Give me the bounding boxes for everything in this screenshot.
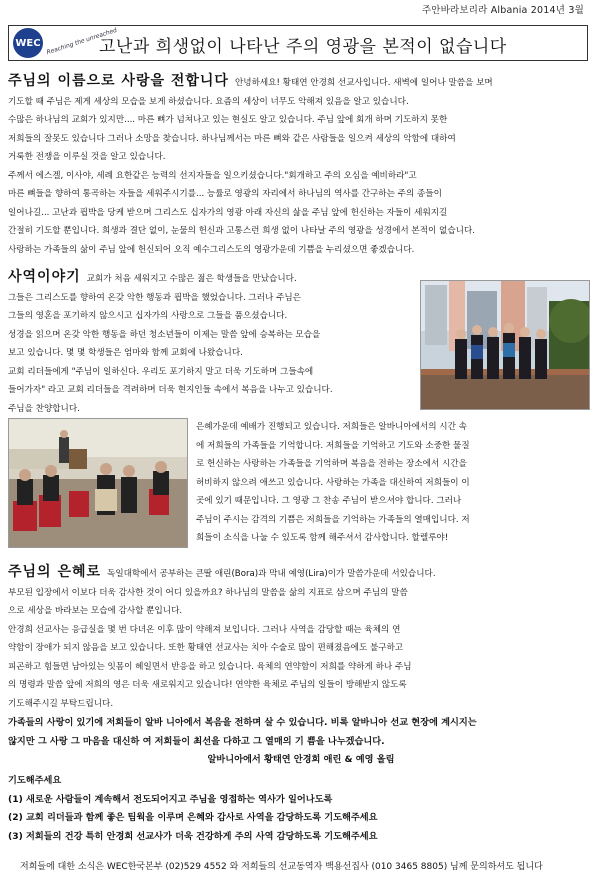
section-2-line: 성경을 읽으며 온갖 악한 행동을 하던 청소년들이 이제는 말씀 앞에 승복하는 모습을: [8, 329, 321, 340]
section-1-line: 거룩한 전쟁을 이루실 것을 알고 있습니다.: [8, 152, 166, 162]
section-1: [8, 72, 594, 259]
section-2-line: 곳에 있기 때문입니다. 그 영광 그 찬송 주님이 받으셔야 합니다. 그러나: [196, 496, 462, 506]
issue-info: 주안바라보리라 Albania 2014년 3월: [421, 5, 584, 16]
section-1-line: 수많은 하나님의 교회가 있지만.... 마른 뼈가 넘쳐나고 있는 현실도 알고 있습니다. 주님 앞에 회개 하며 기도하지 못한: [8, 115, 448, 125]
title-banner: [8, 25, 588, 61]
page-title: 고난과 희생없이 나타난 주의 영광을 본적이 없습니다: [99, 37, 507, 57]
prayer-requests: [8, 772, 594, 846]
group-photo: [420, 280, 590, 410]
section-2-line: 에 저희들의 가족들을 기억합니다. 저희들을 기억하고 기도와 소중한 물질: [196, 440, 470, 451]
section-1-line: 마른 뼈들을 향하여 통곡하는 자들을 세워주시기를... 능률로 영광의 자리에서 하나님의 역사를 간구하는 주의 종들이: [8, 189, 442, 199]
prayer-heading: 기도해주세요: [8, 775, 62, 786]
section-1-heading: 주님의 이름으로 사랑을 전합니다: [8, 73, 229, 89]
section-2-line: 주님을 찬양합니다.: [8, 403, 80, 414]
section-2-line: 허비하지 않으려 애쓰고 있습니다. 사랑하는 가족을 대신하여 저희들이 이: [196, 477, 470, 488]
section-1-line: 사랑하는 가족들의 삶이 주님 앞에 헌신되어 오직 예수그리스도의 영광가운데 기쁨을 누리셨으면 좋겠습니다.: [8, 244, 415, 255]
section-2-line: 희들이 소식을 나눌 수 있도록 함께 해주셔서 감사합니다. 할렐루야!: [196, 533, 449, 543]
section-1-line: 안녕하세요! 황태연 안경희 선교사입니다. 새벽에 일어나 말씀을 보며: [234, 78, 493, 88]
section-2-line: 교회 리더들에게 "주님이 일하신다. 우리도 포기하지 말고 더욱 기도하며 그들속에: [8, 366, 314, 377]
section-2-line: 그들의 영혼을 포기하지 않으시고 십자가의 사랑으로 그들을 품으셨습니다.: [8, 311, 288, 321]
prayer-item: (2) 교회 리더들과 함께 좋은 팀웍을 이루며 은혜와 감사로 사역을 감당하도록 기도해주세요: [8, 812, 378, 823]
wec-logo: WEC: [13, 28, 43, 58]
section-1-line: 일어나길... 고난과 핍박을 당케 받으며 그리스도 십자가의 영광 아래 자신의 삶을 주님 앞에 헌신하는 자들이 세워지길: [8, 207, 448, 218]
section-3-line: 약함이 장애가 되지 않음을 보고 있습니다. 또한 황태연 선교사는 치아 수술로 많이 편해졌음에도 불구하고: [8, 643, 404, 653]
section-2: [8, 268, 416, 418]
section-3-line: 기도해주시길 부탁드립니다.: [8, 698, 114, 709]
section-2-line: 보고 있습니다. 몇 몇 학생들은 엄마와 함께 교회에 나왔습니다.: [8, 348, 243, 358]
section-3-line: 피곤하고 힘들면 남아있는 잇몸이 헤일면서 반응을 하고 있습니다. 육체의 연약함이 저희를 약하게 하나 주님: [8, 661, 412, 672]
section-2-line: 들어가자" 라고 교회 리더들을 격려하며 더욱 현지인들 속에서 복음을 나누고 있습니다.: [8, 385, 333, 395]
prayer-item: (3) 저희들의 건강 특히 안경희 선교사가 더욱 건강하게 주의 사역 감당하도록 기도해주세요: [8, 830, 378, 842]
section-1-line: 저희들의 잘못도 있습니다 그러나 소망을 찾습니다. 하나님께서는 마른 뼈와 같은 사람들을 일으켜 세상의 악함에 대하여: [8, 133, 456, 144]
closing-message: [8, 714, 594, 770]
section-3-heading: 주님의 은혜로: [8, 564, 102, 580]
section-2-continued: [196, 418, 592, 548]
section-2-heading: 사역이야기: [8, 269, 81, 285]
worship-photo: [8, 418, 188, 548]
section-2-line: 주님이 주시는 감격의 기쁨은 저희들을 기억하는 가족들의 열매입니다. 저: [196, 514, 470, 525]
section-3: [8, 563, 594, 713]
closing-line: 가족들의 사랑이 있기에 저희들이 알바 니아에서 복음을 전하며 살 수 있습니다. 비록 알바니아 선교 현장에 계시지는: [8, 717, 477, 728]
section-3-line: 의 명령과 말씀 앞에 저희의 영은 더욱 새로워지고 있습니다! 연약한 육체로 주님의 일들이 방해받지 않도록: [8, 680, 407, 690]
logo-tagline: Reaching the unreached: [45, 26, 118, 57]
section-3-line: 으로 세상을 바라보는 모습에 감사할 뿐입니다.: [8, 606, 183, 616]
section-1-line: 기도할 때 주님은 제게 세상의 모습을 보게 하셨습니다. 요즘의 세상이 너무도 악해져 있음을 알고 있습니다.: [8, 96, 409, 107]
section-2-line: 로 헌신하는 사랑하는 가족들을 기억하며 복음을 전하는 장소에서 시간을: [196, 459, 467, 469]
footer-contact: 저희들에 대한 소식은 WEC한국본부 (02)529 4552 와 저희들의 선교동역자 백용선집사 (010 3465 8805) 님께 문의하셔도 됩니다: [20, 862, 543, 872]
section-1-line: 주께서 에스겔, 이사야, 세례 요한같은 능력의 선지자들을 일으키셨습니다."회개하고 주의 오심을 예비하라"고: [8, 170, 417, 181]
section-3-line: 안경희 선교사는 응급실을 몇 번 다녀온 이후 많이 약해져 보입니다. 그러나 사역을 감당할 때는 육체의 연: [8, 624, 401, 635]
group-photo-image: [421, 281, 589, 409]
section-2-line: 교회가 처음 세워지고 수많은 젊은 학생들을 만났습니다.: [86, 274, 297, 284]
section-2-line: 그들은 그리스도를 향하여 온갖 악한 행동과 핍박을 했었습니다. 그러나 주님은: [8, 292, 301, 303]
section-1-line: 간절히 기도할 뿐입니다. 희생과 결단 없이, 눈물의 헌신과 고통스런 희생 없이 나타날 주의 영광을 성경에서 본적이 없습니다.: [8, 226, 475, 236]
section-3-line: 부모된 입장에서 이보다 더욱 감사한 것이 어디 있을까요? 하나님의 말씀을 삶의 지표로 삼으며 주님의 말씀: [8, 587, 408, 598]
signature: 알바니아에서 황태연 안경희 애린 & 예영 올림: [207, 754, 395, 765]
prayer-item: (1) 새로운 사람들이 계속해서 전도되어지고 주님을 영접하는 역사가 일어나도록: [8, 793, 333, 805]
closing-line: 않지만 그 사랑 그 마음을 대신하 여 저희들이 최선을 다하고 그 열매의 기 쁨을 나누겠습니다.: [8, 735, 385, 747]
worship-photo-image: [9, 419, 187, 547]
section-2-line: 은혜가운데 예배가 진행되고 있습니다. 저희들은 알바니아에서의 시간 속: [196, 422, 467, 432]
section-3-line: 독일대학에서 공부하는 큰딸 애린(Bora)과 막내 예영(Lira)이가 말씀가운데 서있습니다.: [107, 569, 436, 579]
